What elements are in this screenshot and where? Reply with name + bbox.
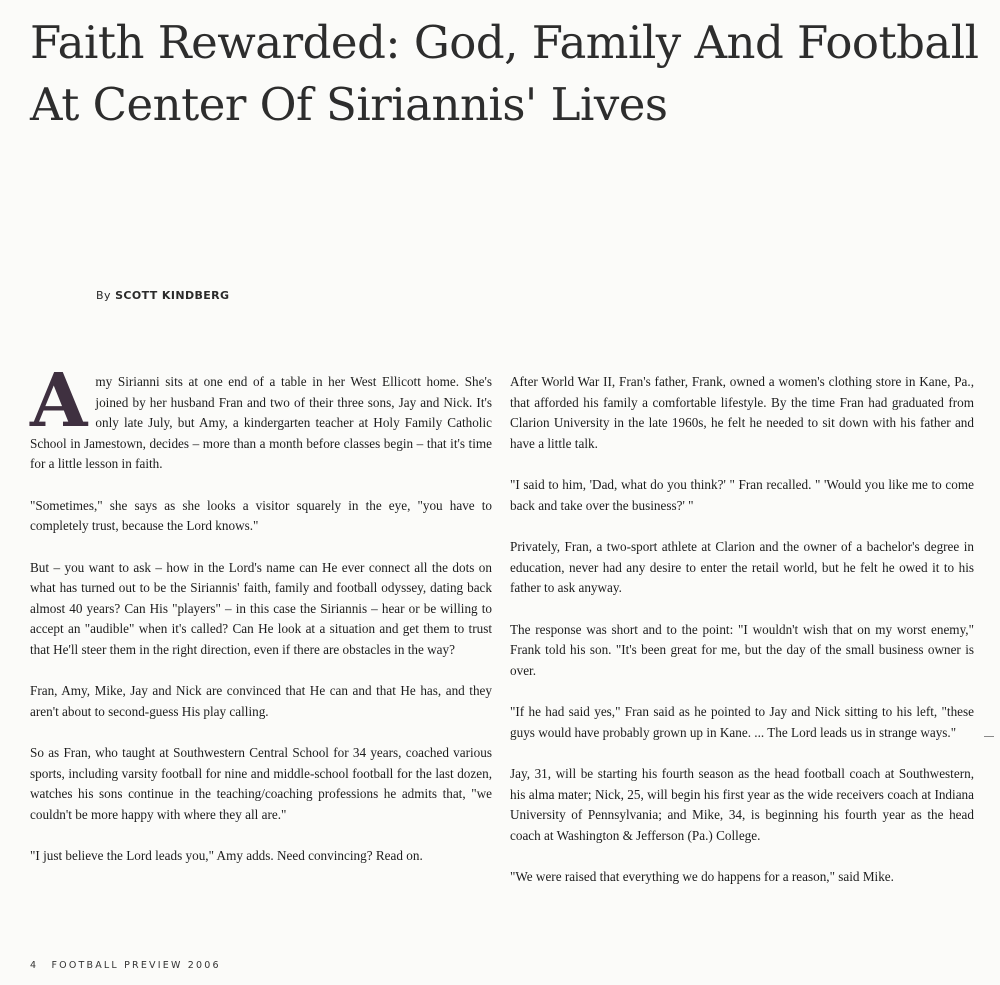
paragraph-text: my Sirianni sits at one end of a table in her West Ellicott home. She's joined by her husband Fran and two of their three sons, Jay and Nick. It's only late July, but Amy, a kindergarten teacher at Holy Family Catholic School in Jamestown, decides – more than a month before classes begin – that it's time for a little lesson in faith. (30, 374, 492, 471)
article-paragraph-5: So as Fran, who taught at Southwestern Central School for 34 years, coached various sports, including varsity football for nine and middle-school football for the last dozen, watches his sons continue in the teaching/coaching professions he admits that, "we couldn't be more happy with where they all are." (30, 745, 492, 822)
article-paragraph-7: After World War II, Fran's father, Frank, owned a women's clothing store in Kane, Pa., that afforded his family a comfortable lifestyle. By the time Fran had graduated from Clarion University in the late 1960s, he felt he needed to sit down with his father and have a little talk. (510, 374, 974, 451)
article-paragraph-1 (30, 358, 492, 475)
byline-prefix: By (96, 289, 111, 302)
article-paragraph-13: "We were raised that everything we do happens for a reason," said Mike. (510, 869, 894, 884)
page-number: 4 (30, 960, 39, 971)
article-paragraph-11: "If he had said yes," Fran said as he pointed to Jay and Nick sitting to his left, "these guys would have probably grown up in Kane. ... The Lord leads us in strange ways." (510, 704, 974, 740)
article-paragraph-9: Privately, Fran, a two-sport athlete at Clarion and the owner of a bachelor's degree in education, never had any desire to enter the retail world, but he felt he owed it to his father to ask anyway. (510, 539, 974, 595)
article-paragraph-2: "Sometimes," she says as she looks a visitor squarely in the eye, "you have to completely trust, because the Lord knows." (30, 497, 492, 533)
page-footer (30, 960, 221, 971)
article-paragraph-6: "I just believe the Lord leads you," Amy adds. Need convincing? Read on. (30, 848, 423, 863)
article-right-column (510, 372, 974, 909)
drop-cap: A (30, 358, 88, 444)
margin-tick-mark (984, 736, 994, 737)
byline (96, 289, 229, 302)
article-paragraph-8: "I said to him, 'Dad, what do you think?' " Fran recalled. " 'Would you like me to come back and take over the business?' " (510, 477, 974, 513)
article-paragraph-3: But – you want to ask – how in the Lord's name can He ever connect all the dots on what has turned out to be the Siriannis' faith, family and football odyssey, dating back almost 40 years? Can His "players" – in this case the Siriannis – hear or be willing to accept an "audible" when it's called? Can He look at a situation and get them to trust that He'll steer them in the right direction, even if there are obstacles in the way? (30, 559, 492, 657)
article-paragraph-12: Jay, 31, will be starting his fourth season as the head football coach at Southwestern, his alma mater; Nick, 25, will begin his first year as the wide receivers coach at Indiana University of Pennsylvania; and Mike, 34, is beginning his fourth year as the head coach at Washington & Jefferson (Pa.) College. (510, 766, 974, 843)
article-left-column (30, 358, 492, 888)
byline-author: SCOTT KINDBERG (115, 289, 230, 302)
article-paragraph-4: Fran, Amy, Mike, Jay and Nick are convinced that He can and that He has, and they aren't about to second-guess His play calling. (30, 683, 492, 719)
publication-name: FOOTBALL PREVIEW 2006 (51, 960, 221, 971)
headline: Faith Rewarded: God, Family And Football At Center Of Siriannis' Lives (30, 16, 979, 131)
article-paragraph-10: The response was short and to the point: "I wouldn't wish that on my worst enemy," Frank told his son. "It's been great for me, but the day of the small business owner is over. (510, 621, 974, 678)
